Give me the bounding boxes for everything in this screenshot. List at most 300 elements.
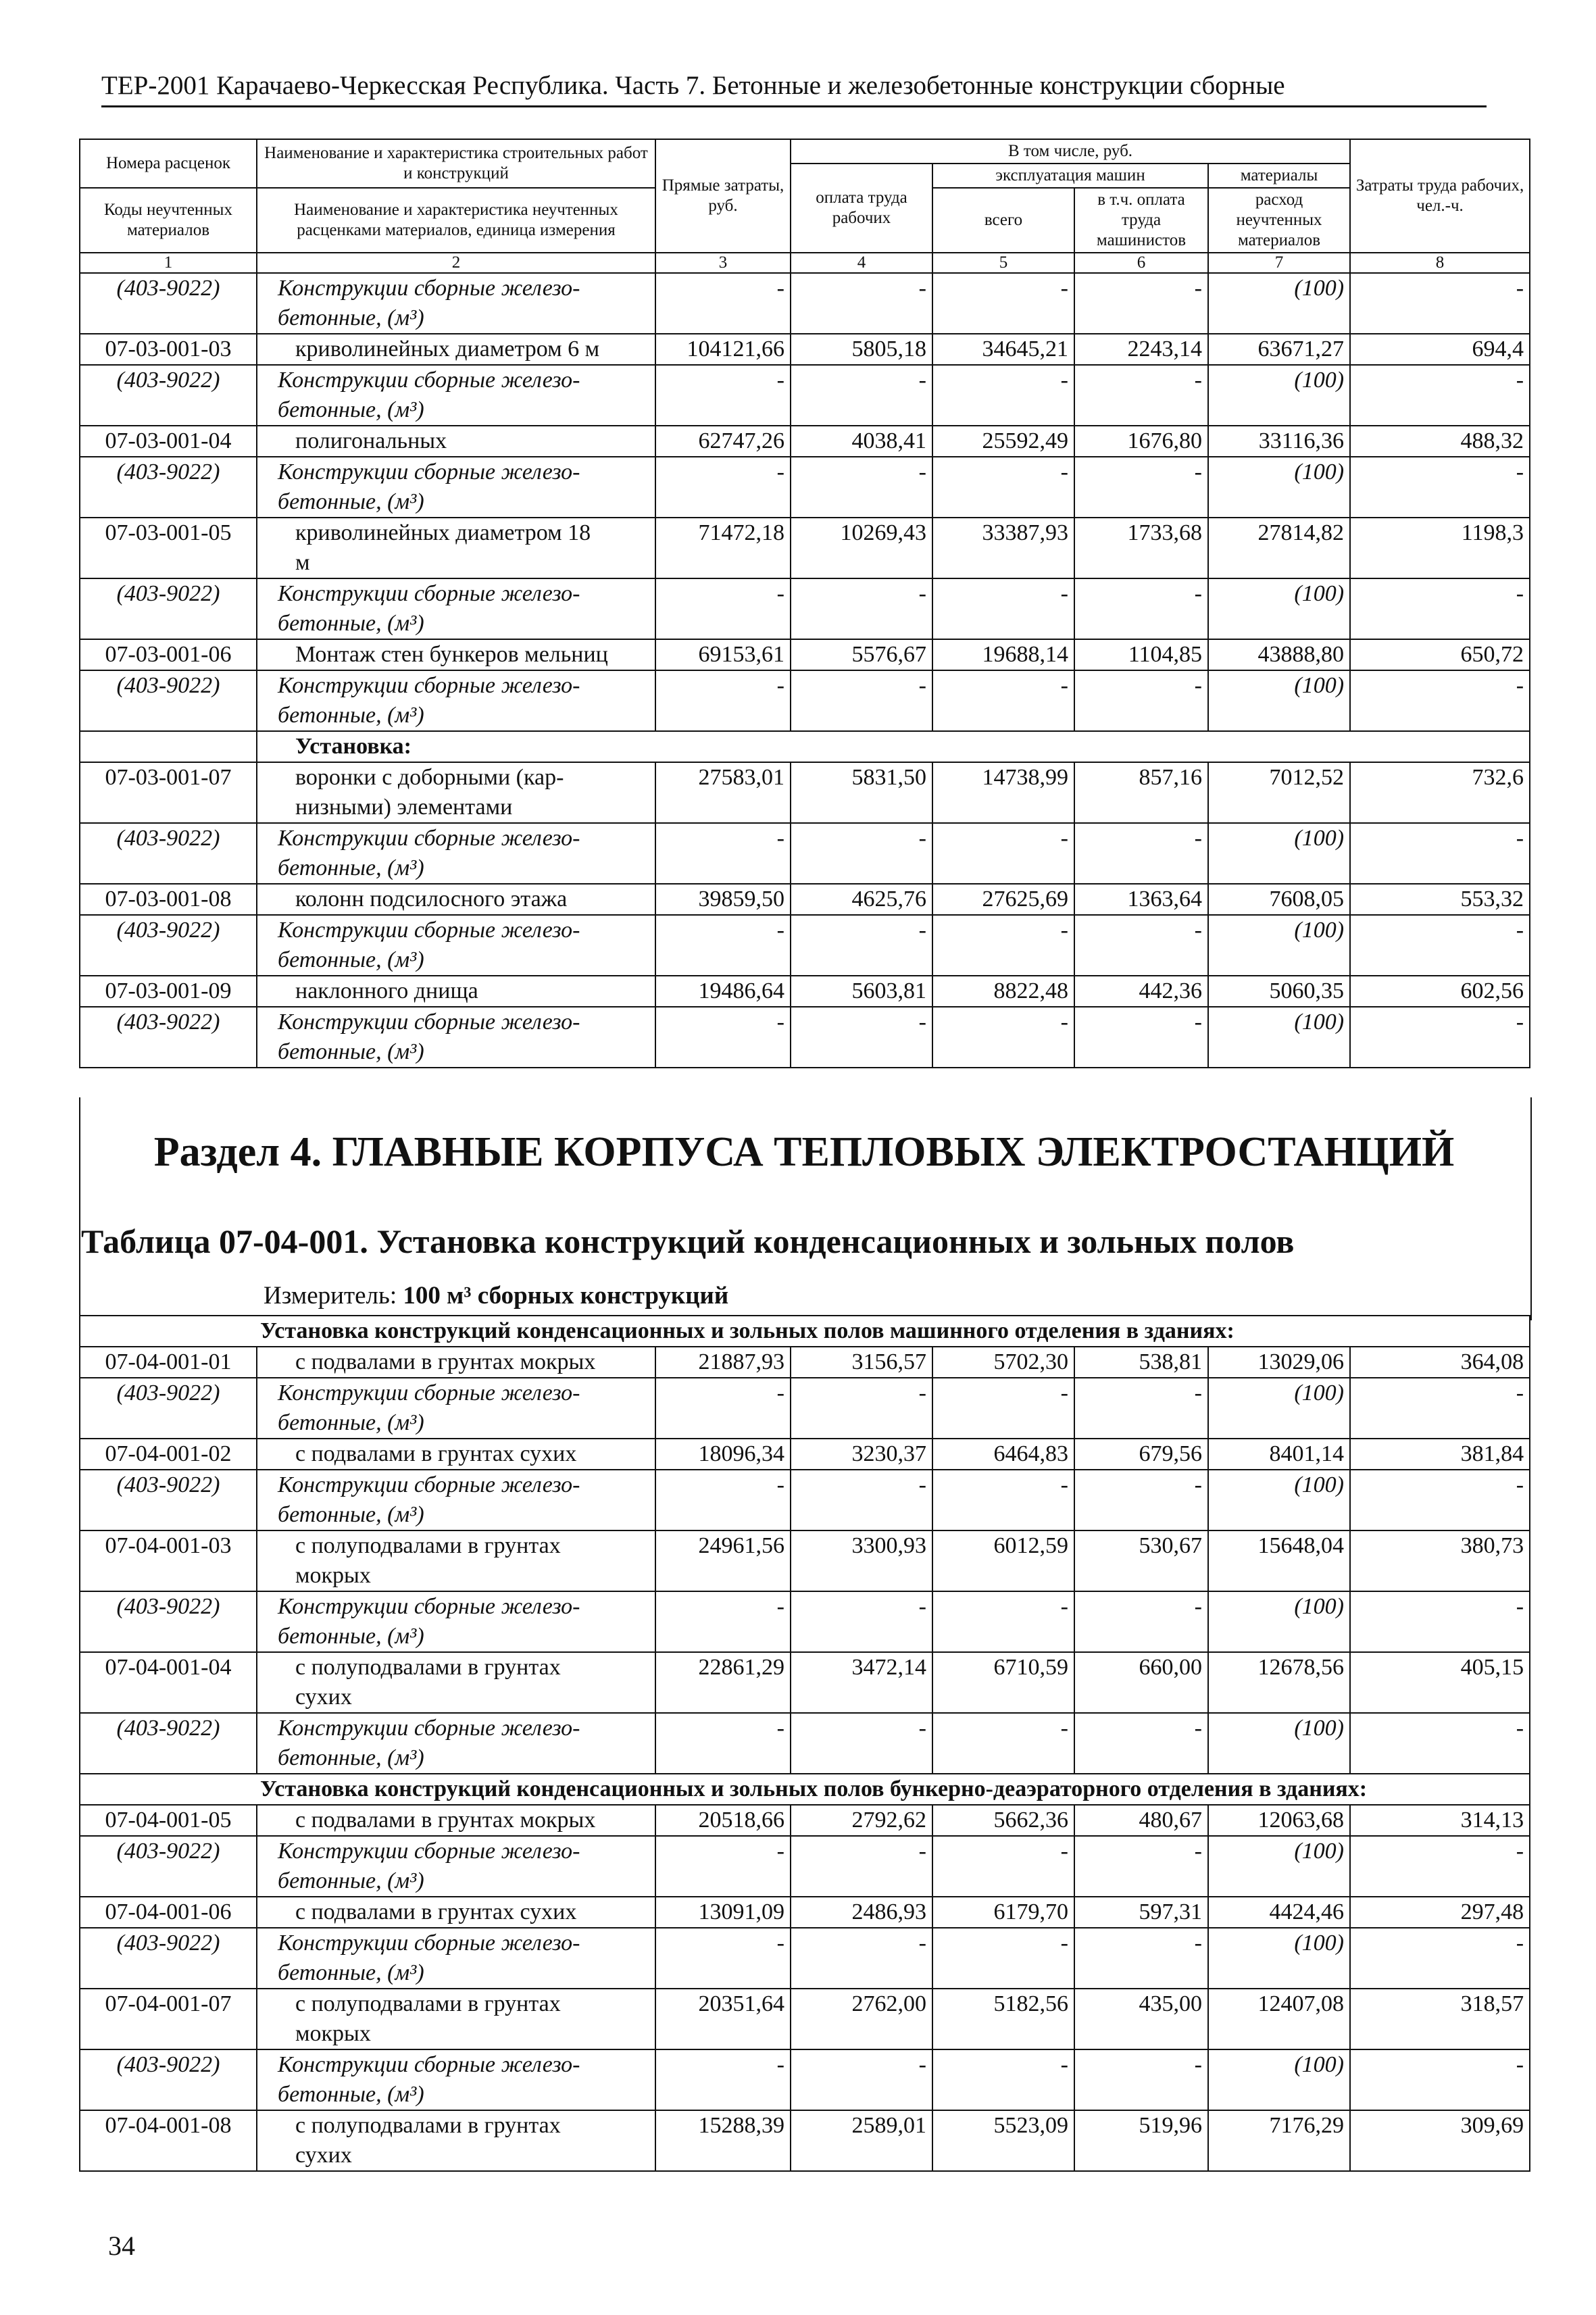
machines-total: 25592,49 bbox=[932, 426, 1074, 457]
dash-machw: - bbox=[1074, 2049, 1208, 2110]
header-work-name: Наименование и характеристика строительных работ и конструкций bbox=[257, 139, 655, 188]
dash-mach: - bbox=[932, 457, 1074, 518]
materials: 8401,14 bbox=[1208, 1439, 1350, 1470]
material-row bbox=[80, 1836, 1530, 1897]
wages: 4038,41 bbox=[791, 426, 932, 457]
material-quantity: (100) bbox=[1208, 1378, 1350, 1439]
dash-labor: - bbox=[1350, 365, 1530, 426]
rate-code: 07-03-001-03 bbox=[80, 334, 257, 365]
dash-machw: - bbox=[1074, 365, 1208, 426]
dash-wages: - bbox=[791, 457, 932, 518]
dash-labor: - bbox=[1350, 1591, 1530, 1652]
machinist-wages: 660,00 bbox=[1074, 1652, 1208, 1713]
dash-mach: - bbox=[932, 578, 1074, 639]
labor-costs: 364,08 bbox=[1350, 1347, 1530, 1378]
material-quantity: (100) bbox=[1208, 670, 1350, 731]
material-quantity: (100) bbox=[1208, 1470, 1350, 1530]
labor-costs: 318,57 bbox=[1350, 1989, 1530, 2049]
material-quantity: (100) bbox=[1208, 578, 1350, 639]
table-row bbox=[80, 334, 1530, 365]
machines-total: 27625,69 bbox=[932, 884, 1074, 915]
dash-direct: - bbox=[655, 578, 791, 639]
dash-wages: - bbox=[791, 1007, 932, 1068]
machines-total: 14738,99 bbox=[932, 762, 1074, 823]
dash-machw: - bbox=[1074, 1836, 1208, 1897]
work-name bbox=[257, 518, 655, 578]
material-name-line: Конструкции сборные железо- bbox=[278, 1472, 580, 1497]
col-num: 8 bbox=[1350, 253, 1530, 273]
labor-costs: 381,84 bbox=[1350, 1439, 1530, 1470]
subheading-spacer bbox=[80, 731, 257, 762]
material-name-line: Конструкции сборные железо- bbox=[278, 581, 580, 606]
materials: 13029,06 bbox=[1208, 1347, 1350, 1378]
materials: 43888,80 bbox=[1208, 639, 1350, 670]
material-row bbox=[80, 670, 1530, 731]
materials: 12407,08 bbox=[1208, 1989, 1350, 2049]
dash-machw: - bbox=[1074, 1591, 1208, 1652]
dash-direct: - bbox=[655, 1836, 791, 1897]
rate-code: 07-04-001-04 bbox=[80, 1652, 257, 1713]
work-name bbox=[257, 334, 655, 365]
material-row bbox=[80, 1713, 1530, 1774]
material-code: (403-9022) bbox=[80, 578, 257, 639]
material-name-line: Конструкции сборные железо- bbox=[278, 918, 580, 943]
work-name-line: воронки с доборными (кар- bbox=[295, 765, 564, 790]
dash-direct: - bbox=[655, 670, 791, 731]
material-name-line: бетонные, (м³) bbox=[278, 1410, 424, 1435]
table-row bbox=[80, 518, 1530, 578]
rate-code: 07-04-001-02 bbox=[80, 1439, 257, 1470]
material-row bbox=[80, 578, 1530, 639]
work-name bbox=[257, 884, 655, 915]
material-quantity: (100) bbox=[1208, 823, 1350, 884]
col-num: 4 bbox=[791, 253, 932, 273]
labor-costs: 553,32 bbox=[1350, 884, 1530, 915]
machines-total: 6012,59 bbox=[932, 1530, 1074, 1591]
table-row bbox=[80, 1652, 1530, 1713]
work-name-line: с подвалами в грунтах сухих bbox=[295, 1441, 577, 1466]
table-row bbox=[80, 1347, 1530, 1378]
table-body bbox=[80, 1316, 1530, 2171]
material-row bbox=[80, 1378, 1530, 1439]
rates-table-07-04 bbox=[79, 1315, 1530, 2172]
work-name-line: с полуподвалами в грунтах bbox=[295, 1533, 561, 1558]
material-name bbox=[257, 273, 655, 334]
direct-costs: 104121,66 bbox=[655, 334, 791, 365]
wages: 2486,93 bbox=[791, 1897, 932, 1928]
labor-costs: 694,4 bbox=[1350, 334, 1530, 365]
wages: 3230,37 bbox=[791, 1439, 932, 1470]
dash-direct: - bbox=[655, 1591, 791, 1652]
dash-wages: - bbox=[791, 1591, 932, 1652]
dash-mach: - bbox=[932, 2049, 1074, 2110]
material-name bbox=[257, 578, 655, 639]
material-name-line: Конструкции сборные железо- bbox=[278, 368, 580, 393]
dash-labor: - bbox=[1350, 1713, 1530, 1774]
materials: 63671,27 bbox=[1208, 334, 1350, 365]
material-name-line: бетонные, (м³) bbox=[278, 2082, 424, 2107]
dash-mach: - bbox=[932, 1007, 1074, 1068]
subheading-row bbox=[80, 731, 1530, 762]
dash-machw: - bbox=[1074, 670, 1208, 731]
work-name-line: мокрых bbox=[295, 2021, 371, 2046]
machines-total: 6710,59 bbox=[932, 1652, 1074, 1713]
material-code: (403-9022) bbox=[80, 823, 257, 884]
material-name-line: Конструкции сборные железо- bbox=[278, 673, 580, 698]
dash-mach: - bbox=[932, 273, 1074, 334]
material-code: (403-9022) bbox=[80, 1378, 257, 1439]
work-name-line: мокрых bbox=[295, 1563, 371, 1588]
work-name-line: с полуподвалами в грунтах bbox=[295, 2113, 561, 2138]
work-name-line: низными) элементами bbox=[295, 795, 513, 820]
dash-mach: - bbox=[932, 823, 1074, 884]
wages: 2762,00 bbox=[791, 1989, 932, 2049]
dash-wages: - bbox=[791, 2049, 932, 2110]
dash-wages: - bbox=[791, 1836, 932, 1897]
header-rate-numbers: Номера расценок bbox=[80, 139, 257, 188]
wages: 5831,50 bbox=[791, 762, 932, 823]
machinist-wages: 2243,14 bbox=[1074, 334, 1208, 365]
work-name bbox=[257, 1530, 655, 1591]
header-materials-unaccounted: расход неучтенных материалов bbox=[1208, 188, 1350, 253]
subheading-row bbox=[80, 1316, 1530, 1347]
machinist-wages: 597,31 bbox=[1074, 1897, 1208, 1928]
rate-code: 07-04-001-03 bbox=[80, 1530, 257, 1591]
material-row bbox=[80, 915, 1530, 976]
dash-wages: - bbox=[791, 1928, 932, 1989]
table-row bbox=[80, 426, 1530, 457]
machines-total: 6464,83 bbox=[932, 1439, 1074, 1470]
dash-wages: - bbox=[791, 823, 932, 884]
col-num: 5 bbox=[932, 253, 1074, 273]
dash-labor: - bbox=[1350, 670, 1530, 731]
wages: 4625,76 bbox=[791, 884, 932, 915]
materials: 7608,05 bbox=[1208, 884, 1350, 915]
material-code: (403-9022) bbox=[80, 1591, 257, 1652]
machinist-wages: 1733,68 bbox=[1074, 518, 1208, 578]
dash-machw: - bbox=[1074, 1713, 1208, 1774]
direct-costs: 15288,39 bbox=[655, 2110, 791, 2171]
dash-mach: - bbox=[932, 1470, 1074, 1530]
work-name bbox=[257, 426, 655, 457]
col-num: 2 bbox=[257, 253, 655, 273]
work-name-line: криволинейных диаметром 18 bbox=[295, 520, 591, 545]
direct-costs: 21887,93 bbox=[655, 1347, 791, 1378]
dash-labor: - bbox=[1350, 1378, 1530, 1439]
material-name-line: Конструкции сборные железо- bbox=[278, 459, 580, 484]
material-name bbox=[257, 365, 655, 426]
rate-code: 07-04-001-07 bbox=[80, 1989, 257, 2049]
dash-labor: - bbox=[1350, 1007, 1530, 1068]
direct-costs: 20518,66 bbox=[655, 1805, 791, 1836]
header-including: В том числе, руб. bbox=[791, 139, 1350, 164]
dash-mach: - bbox=[932, 1378, 1074, 1439]
machinist-wages: 679,56 bbox=[1074, 1439, 1208, 1470]
direct-costs: 62747,26 bbox=[655, 426, 791, 457]
materials: 4424,46 bbox=[1208, 1897, 1350, 1928]
dash-direct: - bbox=[655, 457, 791, 518]
dash-labor: - bbox=[1350, 457, 1530, 518]
dash-direct: - bbox=[655, 1007, 791, 1068]
material-name-line: бетонные, (м³) bbox=[278, 1624, 424, 1649]
measure-value: 100 м³ сборных конструкций bbox=[403, 1282, 729, 1310]
header-machines-total: всего bbox=[932, 188, 1074, 253]
material-row bbox=[80, 1591, 1530, 1652]
machinist-wages: 519,96 bbox=[1074, 2110, 1208, 2171]
dash-direct: - bbox=[655, 823, 791, 884]
dash-labor: - bbox=[1350, 1928, 1530, 1989]
material-name-line: Конструкции сборные железо- bbox=[278, 1839, 580, 1864]
table-row bbox=[80, 884, 1530, 915]
dash-direct: - bbox=[655, 273, 791, 334]
material-name-line: бетонные, (м³) bbox=[278, 305, 424, 330]
dash-direct: - bbox=[655, 915, 791, 976]
col-num: 3 bbox=[655, 253, 791, 273]
material-code: (403-9022) bbox=[80, 365, 257, 426]
wages: 3156,57 bbox=[791, 1347, 932, 1378]
wages: 3300,93 bbox=[791, 1530, 932, 1591]
machines-total: 34645,21 bbox=[932, 334, 1074, 365]
material-name bbox=[257, 823, 655, 884]
section-title: Раздел 4. ГЛАВНЫЕ КОРПУСА ТЕПЛОВЫХ ЭЛЕКТРОСТАНЦИЙ bbox=[153, 1129, 1455, 1175]
table-header bbox=[80, 139, 1530, 273]
rate-code: 07-04-001-01 bbox=[80, 1347, 257, 1378]
dash-labor: - bbox=[1350, 578, 1530, 639]
material-name-line: Конструкции сборные железо- bbox=[278, 826, 580, 851]
work-name-line: с подвалами в грунтах мокрых bbox=[295, 1349, 596, 1374]
wages: 5805,18 bbox=[791, 334, 932, 365]
dash-labor: - bbox=[1350, 1836, 1530, 1897]
materials: 7176,29 bbox=[1208, 2110, 1350, 2171]
dash-wages: - bbox=[791, 1713, 932, 1774]
dash-labor: - bbox=[1350, 273, 1530, 334]
material-name-line: бетонные, (м³) bbox=[278, 1745, 424, 1770]
machines-total: 5702,30 bbox=[932, 1347, 1074, 1378]
work-name-line: м bbox=[295, 550, 310, 575]
materials: 15648,04 bbox=[1208, 1530, 1350, 1591]
material-quantity: (100) bbox=[1208, 1713, 1350, 1774]
rate-code: 07-04-001-06 bbox=[80, 1897, 257, 1928]
work-name bbox=[257, 639, 655, 670]
machinist-wages: 530,67 bbox=[1074, 1530, 1208, 1591]
rate-code: 07-03-001-08 bbox=[80, 884, 257, 915]
dash-direct: - bbox=[655, 2049, 791, 2110]
dash-mach: - bbox=[932, 915, 1074, 976]
work-name-line: полигональных bbox=[295, 428, 447, 453]
machines-total: 5523,09 bbox=[932, 2110, 1074, 2171]
work-name-line: Монтаж стен бункеров мельниц bbox=[295, 642, 608, 667]
dash-direct: - bbox=[655, 1378, 791, 1439]
work-name-line: с подвалами в грунтах сухих bbox=[295, 1899, 577, 1924]
header-material-name: Наименование и характеристика неучтенных расценками материалов, единица измерения bbox=[257, 188, 655, 253]
dash-direct: - bbox=[655, 365, 791, 426]
dash-machw: - bbox=[1074, 457, 1208, 518]
materials: 12678,56 bbox=[1208, 1652, 1350, 1713]
machinist-wages: 1676,80 bbox=[1074, 426, 1208, 457]
work-name-line: колонн подсилосного этажа bbox=[295, 887, 568, 912]
dash-wages: - bbox=[791, 1470, 932, 1530]
material-code: (403-9022) bbox=[80, 1928, 257, 1989]
work-name bbox=[257, 1439, 655, 1470]
material-row bbox=[80, 1007, 1530, 1068]
wages: 2792,62 bbox=[791, 1805, 932, 1836]
rate-code: 07-03-001-05 bbox=[80, 518, 257, 578]
rate-code: 07-03-001-04 bbox=[80, 426, 257, 457]
rate-code: 07-04-001-05 bbox=[80, 1805, 257, 1836]
direct-costs: 18096,34 bbox=[655, 1439, 791, 1470]
header-machines: эксплуатация машин bbox=[932, 164, 1208, 188]
table-row bbox=[80, 639, 1530, 670]
material-code: (403-9022) bbox=[80, 915, 257, 976]
labor-costs: 309,69 bbox=[1350, 2110, 1530, 2171]
direct-costs: 71472,18 bbox=[655, 518, 791, 578]
dash-mach: - bbox=[932, 365, 1074, 426]
work-name-line: сухих bbox=[295, 1685, 352, 1710]
material-name-line: бетонные, (м³) bbox=[278, 1960, 424, 1985]
materials: 33116,36 bbox=[1208, 426, 1350, 457]
work-name-line: сухих bbox=[295, 2143, 352, 2168]
direct-costs: 24961,56 bbox=[655, 1530, 791, 1591]
machines-total: 6179,70 bbox=[932, 1897, 1074, 1928]
material-name bbox=[257, 1591, 655, 1652]
material-quantity: (100) bbox=[1208, 273, 1350, 334]
materials: 5060,35 bbox=[1208, 976, 1350, 1007]
material-name-line: бетонные, (м³) bbox=[278, 1039, 424, 1064]
material-code: (403-9022) bbox=[80, 1713, 257, 1774]
material-row bbox=[80, 1928, 1530, 1989]
direct-costs: 22861,29 bbox=[655, 1652, 791, 1713]
dash-machw: - bbox=[1074, 1470, 1208, 1530]
material-name bbox=[257, 1713, 655, 1774]
wages: 2589,01 bbox=[791, 2110, 932, 2171]
work-name bbox=[257, 976, 655, 1007]
material-name-line: бетонные, (м³) bbox=[278, 1868, 424, 1893]
work-name bbox=[257, 1652, 655, 1713]
col-num: 7 bbox=[1208, 253, 1350, 273]
material-quantity: (100) bbox=[1208, 1928, 1350, 1989]
dash-wages: - bbox=[791, 915, 932, 976]
direct-costs: 13091,09 bbox=[655, 1897, 791, 1928]
dash-direct: - bbox=[655, 1470, 791, 1530]
dash-wages: - bbox=[791, 1378, 932, 1439]
table-title: Таблица 07-04-001. Установка конструкций конденсационных и зольных полов bbox=[81, 1222, 1295, 1260]
material-name-line: Конструкции сборные железо- bbox=[278, 1594, 580, 1619]
rates-table-07-03 bbox=[79, 139, 1530, 1068]
dash-machw: - bbox=[1074, 273, 1208, 334]
direct-costs: 20351,64 bbox=[655, 1989, 791, 2049]
dash-machw: - bbox=[1074, 1007, 1208, 1068]
work-name-line: с полуподвалами в грунтах bbox=[295, 1655, 561, 1680]
dash-labor: - bbox=[1350, 2049, 1530, 2110]
labor-costs: 488,32 bbox=[1350, 426, 1530, 457]
page-number: 34 bbox=[108, 2231, 135, 2261]
dash-machw: - bbox=[1074, 1928, 1208, 1989]
work-name bbox=[257, 1897, 655, 1928]
material-quantity: (100) bbox=[1208, 365, 1350, 426]
dash-machw: - bbox=[1074, 915, 1208, 976]
machines-total: 19688,14 bbox=[932, 639, 1074, 670]
material-name-line: Конструкции сборные железо- bbox=[278, 1931, 580, 1956]
labor-costs: 405,15 bbox=[1350, 1652, 1530, 1713]
col-num: 6 bbox=[1074, 253, 1208, 273]
table-row bbox=[80, 2110, 1530, 2171]
page-header: ТЕР-2001 Карачаево-Черкесская Республика. Часть 7. Бетонные и железобетонные конструкции сборные bbox=[101, 69, 1487, 107]
dash-mach: - bbox=[932, 670, 1074, 731]
machinist-wages: 435,00 bbox=[1074, 1989, 1208, 2049]
machinist-wages: 480,67 bbox=[1074, 1805, 1208, 1836]
subheading: Установка конструкций конденсационных и зольных полов бункерно-деаэраторного отделения в зданиях: bbox=[80, 1774, 1530, 1805]
material-name bbox=[257, 1378, 655, 1439]
material-row bbox=[80, 457, 1530, 518]
dash-mach: - bbox=[932, 1591, 1074, 1652]
work-name-line: криволинейных диаметром 6 м bbox=[295, 337, 600, 362]
direct-costs: 69153,61 bbox=[655, 639, 791, 670]
material-quantity: (100) bbox=[1208, 2049, 1350, 2110]
table-row bbox=[80, 1530, 1530, 1591]
materials: 27814,82 bbox=[1208, 518, 1350, 578]
direct-costs: 27583,01 bbox=[655, 762, 791, 823]
material-name-line: бетонные, (м³) bbox=[278, 947, 424, 972]
col-num: 1 bbox=[80, 253, 257, 273]
dash-wages: - bbox=[791, 578, 932, 639]
dash-wages: - bbox=[791, 670, 932, 731]
work-name bbox=[257, 2110, 655, 2171]
labor-costs: 732,6 bbox=[1350, 762, 1530, 823]
table-row bbox=[80, 1897, 1530, 1928]
table-row bbox=[80, 762, 1530, 823]
work-name bbox=[257, 762, 655, 823]
material-name-line: бетонные, (м³) bbox=[278, 489, 424, 514]
machinist-wages: 442,36 bbox=[1074, 976, 1208, 1007]
material-code: (403-9022) bbox=[80, 457, 257, 518]
subheading-row bbox=[80, 1774, 1530, 1805]
labor-costs: 314,13 bbox=[1350, 1805, 1530, 1836]
measure-unit bbox=[264, 1280, 728, 1312]
dash-machw: - bbox=[1074, 1378, 1208, 1439]
dash-labor: - bbox=[1350, 823, 1530, 884]
machines-total: 5662,36 bbox=[932, 1805, 1074, 1836]
work-name-line: наклонного днища bbox=[295, 978, 478, 1003]
table-row bbox=[80, 976, 1530, 1007]
machinist-wages: 1104,85 bbox=[1074, 639, 1208, 670]
subheading: Установка конструкций конденсационных и зольных полов машинного отделения в зданиях: bbox=[80, 1316, 1530, 1347]
header-unaccounted-codes: Коды неучтенных материалов bbox=[80, 188, 257, 253]
material-quantity: (100) bbox=[1208, 1591, 1350, 1652]
machines-total: 33387,93 bbox=[932, 518, 1074, 578]
header-labor: Затраты труда рабочих, чел.-ч. bbox=[1350, 139, 1530, 253]
wages: 5576,67 bbox=[791, 639, 932, 670]
dash-mach: - bbox=[932, 1836, 1074, 1897]
dash-machw: - bbox=[1074, 823, 1208, 884]
materials: 7012,52 bbox=[1208, 762, 1350, 823]
labor-costs: 650,72 bbox=[1350, 639, 1530, 670]
machines-total: 8822,48 bbox=[932, 976, 1074, 1007]
material-code: (403-9022) bbox=[80, 670, 257, 731]
direct-costs: 19486,64 bbox=[655, 976, 791, 1007]
material-name-line: бетонные, (м³) bbox=[278, 703, 424, 728]
material-name-line: Конструкции сборные железо- bbox=[278, 276, 580, 301]
dash-machw: - bbox=[1074, 578, 1208, 639]
material-row bbox=[80, 2049, 1530, 2110]
material-row bbox=[80, 823, 1530, 884]
materials: 12063,68 bbox=[1208, 1805, 1350, 1836]
machinist-wages: 538,81 bbox=[1074, 1347, 1208, 1378]
material-name bbox=[257, 457, 655, 518]
material-name-line: бетонные, (м³) bbox=[278, 855, 424, 880]
material-row bbox=[80, 1470, 1530, 1530]
material-code: (403-9022) bbox=[80, 273, 257, 334]
machinist-wages: 857,16 bbox=[1074, 762, 1208, 823]
